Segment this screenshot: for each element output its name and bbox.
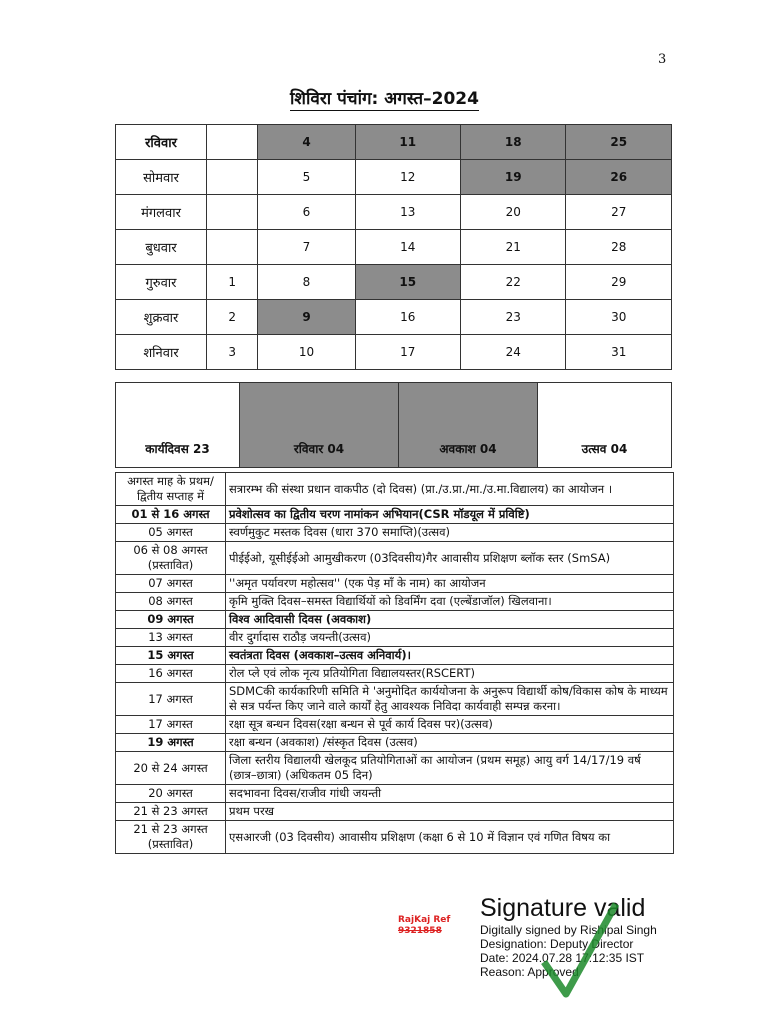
activity-row <box>116 683 674 716</box>
calendar-date: 5 <box>258 160 355 195</box>
weekday-label: रविवार <box>116 125 207 160</box>
calendar-date: 4 <box>258 125 355 160</box>
summary-table <box>115 382 672 468</box>
weekday-label: बुधवार <box>116 230 207 265</box>
activity-description: वीर दुर्गादास राठौड़ जयन्ती(उत्सव) <box>226 629 674 647</box>
calendar-date <box>207 230 258 265</box>
signature-reason: Reason: Approved <box>480 965 579 979</box>
weekday-label: गुरुवार <box>116 265 207 300</box>
calendar-date: 15 <box>355 265 460 300</box>
activity-description: ''अमृत पर्यावरण महोत्सव'' (एक पेड़ माँ के नाम) का आयोजन <box>226 575 674 593</box>
calendar-date: 11 <box>355 125 460 160</box>
activity-row <box>116 803 674 821</box>
activity-date: 01 से 16 अगस्त <box>116 506 226 524</box>
activity-row <box>116 629 674 647</box>
activity-description: प्रथम परख <box>226 803 674 821</box>
activity-row <box>116 716 674 734</box>
activity-description: स्वर्णमुकुट मस्तक दिवस (धारा 370 समाप्ति)(उत्सव) <box>226 524 674 542</box>
activity-date: 20 अगस्त <box>116 785 226 803</box>
activity-description: कृमि मुक्ति दिवस–समस्त विद्यार्थियों को डिवर्मिंग दवा (एल्बेंडाजॉल) खिलवाना। <box>226 593 674 611</box>
sundays-count: रविवार 04 <box>240 383 399 468</box>
activity-description: रोल प्ले एवं लोक नृत्य प्रतियोगिता विद्यालयस्तर(RSCERT) <box>226 665 674 683</box>
calendar-date: 17 <box>355 335 460 370</box>
calendar-date: 8 <box>258 265 355 300</box>
activity-description: विश्व आदिवासी दिवस (अवकाश) <box>226 611 674 629</box>
calendar-date: 19 <box>460 160 565 195</box>
working-days: कार्यदिवस 23 <box>116 383 240 468</box>
calendar-date <box>207 125 258 160</box>
calendar-date: 12 <box>355 160 460 195</box>
activity-description: सत्रारम्भ की संस्था प्रधान वाकपीठ (दो दिवस) (प्रा./उ.प्रा./मा./उ.मा.विद्यालय) का आयोजन । <box>226 473 674 506</box>
activity-description: पीईईओ, यूसीईईओ आमुखीकरण (03दिवसीय)गैर आवासीय प्रशिक्षण ब्लॉक स्तर (SmSA) <box>226 542 674 575</box>
calendar-row <box>116 265 672 300</box>
festivals-count: उत्सव 04 <box>538 383 672 468</box>
title-text: शिविरा पंचांग: अगस्त–2024 <box>290 89 479 109</box>
calendar-row <box>116 195 672 230</box>
calendar-date: 22 <box>460 265 565 300</box>
activity-date: 21 से 23 अगस्त <box>116 803 226 821</box>
page-number: 3 <box>658 52 667 67</box>
calendar-row <box>116 125 672 160</box>
activity-row <box>116 734 674 752</box>
calendar-date: 13 <box>355 195 460 230</box>
activity-date: 17 अगस्त <box>116 683 226 716</box>
calendar-date: 23 <box>460 300 565 335</box>
calendar-row <box>116 230 672 265</box>
activity-date: 15 अगस्त <box>116 647 226 665</box>
activity-row <box>116 524 674 542</box>
activity-date: 19 अगस्त <box>116 734 226 752</box>
calendar-date: 2 <box>207 300 258 335</box>
calendar-date <box>207 195 258 230</box>
activity-date: 13 अगस्त <box>116 629 226 647</box>
signature-date: Date: 2024.07.28 17:12:35 IST <box>480 951 645 965</box>
signature-designation: Designation: Deputy Director <box>480 937 634 951</box>
calendar-date: 31 <box>566 335 672 370</box>
activity-date: 16 अगस्त <box>116 665 226 683</box>
activity-row <box>116 506 674 524</box>
calendar-date: 24 <box>460 335 565 370</box>
activity-date: 09 अगस्त <box>116 611 226 629</box>
activity-date: 17 अगस्त <box>116 716 226 734</box>
activity-row <box>116 593 674 611</box>
calendar-date: 28 <box>566 230 672 265</box>
activity-date: अगस्त माह के प्रथम/द्वितीय सप्ताह में <box>116 473 226 506</box>
activities-table <box>115 472 674 854</box>
activity-date: 05 अगस्त <box>116 524 226 542</box>
activity-date: 08 अगस्त <box>116 593 226 611</box>
calendar-date: 27 <box>566 195 672 230</box>
calendar-date: 16 <box>355 300 460 335</box>
weekday-label: शुक्रवार <box>116 300 207 335</box>
calendar-date: 18 <box>460 125 565 160</box>
calendar-date: 10 <box>258 335 355 370</box>
stamp-line2: 9321858 <box>398 926 442 936</box>
weekday-label: मंगलवार <box>116 195 207 230</box>
page-title <box>0 86 769 109</box>
calendar-row <box>116 160 672 195</box>
weekday-label: शनिवार <box>116 335 207 370</box>
activity-description: एसआरजी (03 दिवसीय) आवासीय प्रशिक्षण (कक्षा 6 से 10 में विज्ञान एवं गणित विषय का <box>226 821 674 854</box>
calendar-date: 26 <box>566 160 672 195</box>
activity-description: सदभावना दिवस/राजीव गांधी जयन्ती <box>226 785 674 803</box>
activity-row <box>116 752 674 785</box>
calendar-row <box>116 335 672 370</box>
calendar-date: 6 <box>258 195 355 230</box>
activity-description: SDMCकी कार्यकारिणी समिति मे 'अनुमोदित कार्ययोजना के अनुरूप विद्यार्थी कोष/विकास कोष के माध्यम से सत्र पर्यन्त किए जाने वाले कार्यों हेतु आवश्यक निविदा कार्यवाही सम्पन्न करना। <box>226 683 674 716</box>
activity-row <box>116 542 674 575</box>
calendar-date: 25 <box>566 125 672 160</box>
activity-description: रक्षा सूत्र बन्धन दिवस(रक्षा बन्धन से पूर्व कार्य दिवस पर)(उत्सव) <box>226 716 674 734</box>
activity-row <box>116 473 674 506</box>
signature-signer: Digitally signed by Rishipal Singh <box>480 923 657 937</box>
activity-row <box>116 785 674 803</box>
calendar-row <box>116 300 672 335</box>
weekday-label: सोमवार <box>116 160 207 195</box>
activity-row <box>116 665 674 683</box>
calendar-date <box>207 160 258 195</box>
rajkaj-stamp <box>398 915 450 937</box>
activity-description: प्रवेशोत्सव का द्वितीय चरण नामांकन अभियान(CSR मॉडयूल में प्रविष्टि) <box>226 506 674 524</box>
calendar-date: 21 <box>460 230 565 265</box>
activity-date: 21 से 23 अगस्त (प्रस्तावित) <box>116 821 226 854</box>
calendar-table <box>115 124 672 370</box>
activity-date: 20 से 24 अगस्त <box>116 752 226 785</box>
activity-date: 07 अगस्त <box>116 575 226 593</box>
calendar-date: 1 <box>207 265 258 300</box>
activity-row <box>116 647 674 665</box>
calendar-date: 9 <box>258 300 355 335</box>
activity-description: रक्षा बन्धन (अवकाश) /संस्कृत दिवस (उत्सव) <box>226 734 674 752</box>
calendar-date: 7 <box>258 230 355 265</box>
calendar-date: 29 <box>566 265 672 300</box>
calendar-date: 30 <box>566 300 672 335</box>
activity-description: स्वतंत्रता दिवस (अवकाश–उत्सव अनिवार्य)। <box>226 647 674 665</box>
stamp-line1: RajKaj Ref <box>398 915 451 925</box>
activity-row <box>116 821 674 854</box>
activity-description: जिला स्तरीय विद्यालयी खेलकूद प्रतियोगिताओं का आयोजन (प्रथम समूह) आयु वर्ग 14/17/19 वर्ष (छात्र–छात्रा) (अधिकतम 05 दिन) <box>226 752 674 785</box>
calendar-date: 14 <box>355 230 460 265</box>
activity-row <box>116 611 674 629</box>
activity-date: 06 से 08 अगस्त (प्रस्तावित) <box>116 542 226 575</box>
calendar-date: 3 <box>207 335 258 370</box>
check-icon <box>540 900 620 1000</box>
calendar-date: 20 <box>460 195 565 230</box>
activity-row <box>116 575 674 593</box>
signature-title: Signature valid <box>480 894 646 922</box>
holidays-count: अवकाश 04 <box>399 383 538 468</box>
